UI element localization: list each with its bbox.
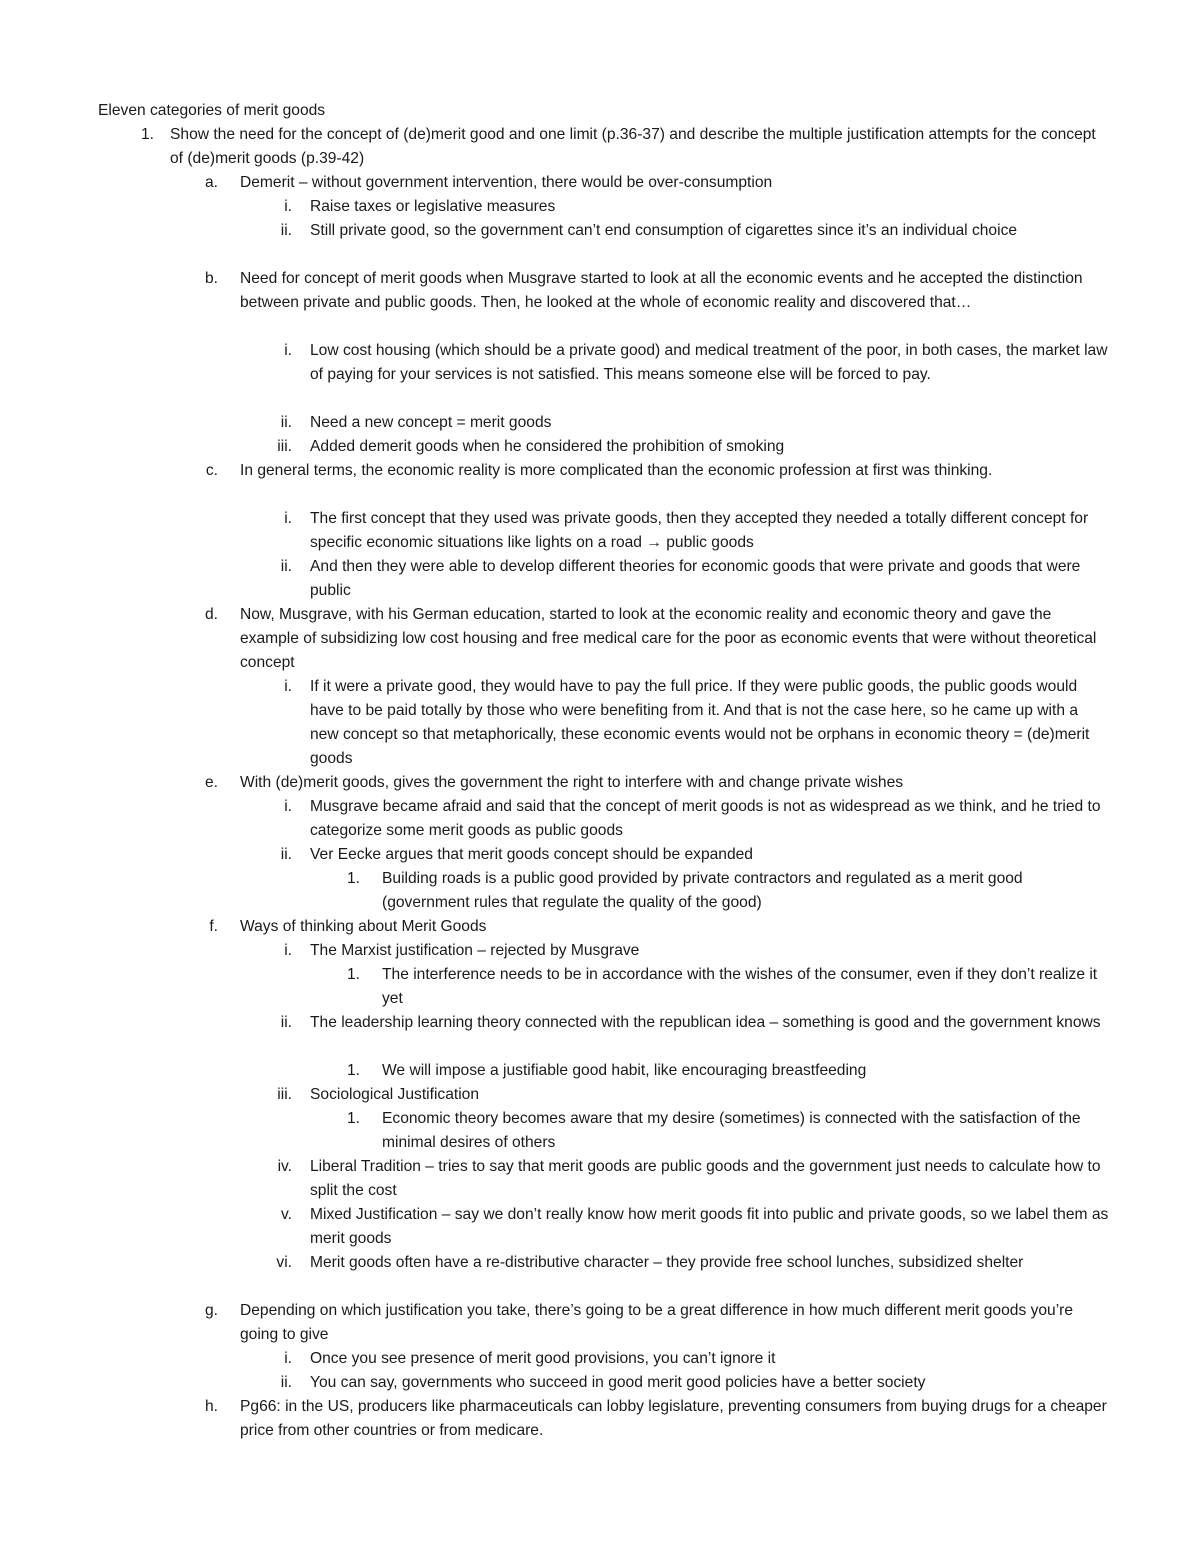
list-marker: i. [284,798,292,815]
list-item [196,1299,1110,1347]
list-marker: f. [209,918,218,935]
list-item-text: Economic theory becomes aware that my desire (sometimes) is connected with the satisfaction of the minimal desires of others [382,1110,1081,1151]
list-item [268,675,1110,771]
list-item [268,1251,1110,1275]
list-marker: i. [284,198,292,215]
list-marker: i. [284,942,292,959]
list-item [268,1155,1110,1203]
list-marker: v. [281,1206,292,1223]
list-item [268,939,1110,963]
list-marker: i. [284,510,292,527]
list-item-text: Ver Eecke argues that merit goods concept should be expanded [310,846,753,863]
list-item-text: Sociological Justification [310,1086,480,1103]
list-marker: 1. [140,126,154,143]
list-item [196,771,1110,795]
list-item-text: Once you see presence of merit good provisions, you can’t ignore it [310,1350,776,1367]
list-item-text: In general terms, the economic reality is more complicated than the economic profession at first was thinking. [240,462,993,479]
list-marker: g. [204,1302,218,1319]
list-item-text: Pg66: in the US, producers like pharmaceuticals can lobby legislature, preventing consumers from buying drugs for a cheaper price from other countries or from medicare. [240,1398,1107,1439]
list-item-text: Need for concept of merit goods when Musgrave started to look at all the economic events and he accepted the distinction between private and public goods. Then, he looked at the whole of economic reality and discovered that… [240,270,1083,311]
list-marker: ii. [280,558,292,575]
list-item [268,1371,1110,1395]
list-marker: i. [284,678,292,695]
list-marker: i. [284,1350,292,1367]
list-marker: ii. [280,414,292,431]
list-marker: h. [204,1398,218,1415]
list-item-text: We will impose a justifiable good habit, like encouraging breastfeeding [382,1062,867,1079]
list-item-text: The leadership learning theory connected with the republican idea – something is good and the government knows [310,1014,1101,1031]
list-item-text: The Marxist justification – rejected by Musgrave [310,942,640,959]
list-marker: ii. [280,222,292,239]
list-item-text: Merit goods often have a re-distributive character – they provide free school lunches, subsidized shelter [310,1254,1024,1271]
list-item [130,123,1110,171]
list-item [268,555,1110,603]
list-item [268,1203,1110,1251]
list-item-text: Mixed Justification – say we don’t really know how merit goods fit into public and private goods, so we label them as merit goods [310,1206,1109,1247]
list-item-text: Ways of thinking about Merit Goods [240,918,487,935]
list-item-text: Building roads is a public good provided by private contractors and regulated as a merit good (government rules that regulate the quality of the good) [382,870,1023,911]
list-item-text: Musgrave became afraid and said that the concept of merit goods is not as widespread as we think, and he tried to categorize some merit goods as public goods [310,798,1101,839]
list-item [334,963,1110,1011]
list-item [268,1011,1110,1035]
document-title: Eleven categories of merit goods [98,102,326,119]
list-item-text: Now, Musgrave, with his German education, started to look at the economic reality and economic theory and gave the example of subsidizing low cost housing and free medical care for the poor as economic events that were without theoretical concept [240,606,1097,671]
list-marker: ii. [280,1014,292,1031]
list-item [196,267,1110,315]
list-item [268,1083,1110,1107]
list-item-text: Need a new concept = merit goods [310,414,552,431]
list-item-text: The first concept that they used was private goods, then they accepted they needed a totally different concept for specific economic situations like lights on a road → public goods [310,510,1089,551]
list-marker: 1. [346,1110,360,1127]
list-item-text: Low cost housing (which should be a private good) and medical treatment of the poor, in both cases, the market law of paying for your services is not satisfied. This means someone else will be forced to pay. [310,342,1108,383]
list-item-text: And then they were able to develop different theories for economic goods that were private and goods that were public [310,558,1081,599]
list-item [196,459,1110,483]
list-item-text: You can say, governments who succeed in good merit good policies have a better society [310,1374,926,1391]
list-marker: e. [204,774,218,791]
list-item-text: With (de)merit goods, gives the government the right to interfere with and change private wishes [240,774,904,791]
list-marker: 1. [346,870,360,887]
list-marker: ii. [280,1374,292,1391]
list-item [268,507,1110,555]
list-item-text: The interference needs to be in accordance with the wishes of the consumer, even if they don’t realize it yet [382,966,1098,1007]
list-marker: c. [205,462,218,479]
list-item [268,843,1110,867]
list-item [334,867,1110,915]
list-item [196,171,1110,195]
list-item [268,795,1110,843]
list-marker: iv. [277,1158,292,1175]
list-marker: iii. [277,438,292,455]
list-item-text: Added demerit goods when he considered the prohibition of smoking [310,438,785,455]
list-item-text: Liberal Tradition – tries to say that merit goods are public goods and the government just needs to calculate how to split the cost [310,1158,1101,1199]
list-marker: ii. [280,846,292,863]
list-marker: a. [204,174,218,191]
list-item [196,1395,1110,1443]
list-item-text: Raise taxes or legislative measures [310,198,556,215]
list-marker: d. [204,606,218,623]
list-item [196,915,1110,939]
list-item [268,219,1110,243]
list-item-text: Show the need for the concept of (de)merit good and one limit (p.36-37) and describe the multiple justification attempts for the concept of (de)merit goods (p.39-42) [170,126,1096,167]
list-item [196,603,1110,675]
list-marker: 1. [346,1062,360,1079]
list-marker: b. [204,270,218,287]
list-marker: 1. [346,966,360,983]
list-item [268,1347,1110,1371]
list-item-text: Still private good, so the government can’t end consumption of cigarettes since it’s an individual choice [310,222,1018,239]
list-marker: iii. [277,1086,292,1103]
list-item-text: Demerit – without government intervention, there would be over-consumption [240,174,773,191]
list-item [268,195,1110,219]
list-item-text: If it were a private good, they would have to pay the full price. If they were public goods, the public goods would have to be paid totally by those who were benefiting from it. And that is not the case here, so he came up with a new concept so that metaphorically, these economic events would not be orphans in economic theory = (de)merit goods [310,678,1090,767]
list-item-text: Depending on which justification you take, there’s going to be a great difference in how much different merit goods you’re going to give [240,1302,1074,1343]
list-item [268,339,1110,387]
list-item [268,411,1110,435]
list-item [334,1107,1110,1155]
list-marker: i. [284,342,292,359]
list-item [334,1059,1110,1083]
list-item [268,435,1110,459]
list-marker: vi. [276,1254,292,1271]
